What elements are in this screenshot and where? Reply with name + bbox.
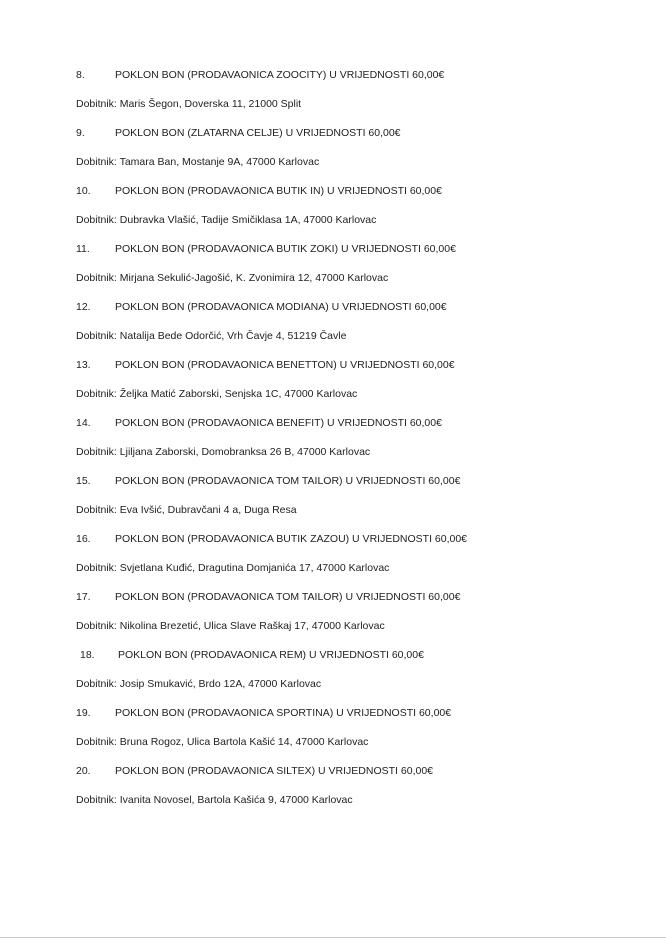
winner-line: Dobitnik: Dubravka Vlašić, Tadije Smičiklasa 1A, 47000 Karlovac (76, 214, 377, 226)
winner-line: Dobitnik: Željka Matić Zaborski, Senjska 1C, 47000 Karlovac (76, 388, 358, 400)
prize-description: POKLON BON (PRODAVAONICA BUTIK ZOKI) U VRIJEDNOSTI 60,00€ (115, 243, 456, 255)
prize-description: POKLON BON (PRODAVAONICA SILTEX) U VRIJEDNOSTI 60,00€ (115, 765, 433, 777)
prize-description: POKLON BON (PRODAVAONICA MODIANA) U VRIJEDNOSTI 60,00€ (115, 301, 447, 313)
prize-description: POKLON BON (PRODAVAONICA BENEFIT) U VRIJEDNOSTI 60,00€ (115, 417, 442, 429)
winner-line: Dobitnik: Mirjana Sekulić-Jagošić, K. Zvonimira 12, 47000 Karlovac (76, 272, 389, 284)
winner-line: Dobitnik: Nikolina Brezetić, Ulica Slave Raškaj 17, 47000 Karlovac (76, 620, 385, 632)
list-item (0, 646, 666, 704)
prize-number: 18. (80, 649, 95, 661)
list-item (0, 124, 666, 182)
prize-description: POKLON BON (PRODAVAONICA BENETTON) U VRIJEDNOSTI 60,00€ (115, 359, 455, 371)
winner-line: Dobitnik: Ivanita Novosel, Bartola Kašića 9, 47000 Karlovac (76, 794, 353, 806)
list-item (0, 588, 666, 646)
prize-number: 14. (76, 417, 91, 429)
prize-description: POKLON BON (PRODAVAONICA SPORTINA) U VRIJEDNOSTI 60,00€ (115, 707, 452, 719)
prize-number: 19. (76, 707, 91, 719)
winner-line: Dobitnik: Svjetlana Kuđić, Dragutina Domjanića 17, 47000 Karlovac (76, 562, 390, 574)
prize-description: POKLON BON (PRODAVAONICA TOM TAILOR) U VRIJEDNOSTI 60,00€ (115, 475, 461, 487)
prize-description: POKLON BON (PRODAVAONICA ZOOCITY) U VRIJEDNOSTI 60,00€ (115, 69, 445, 81)
winner-line: Dobitnik: Bruna Rogoz, Ulica Bartola Kašić 14, 47000 Karlovac (76, 736, 369, 748)
prize-number: 8. (76, 69, 85, 81)
prize-number: 12. (76, 301, 91, 313)
list-item (0, 472, 666, 530)
prize-number: 20. (76, 765, 91, 777)
prize-number: 9. (76, 127, 85, 139)
prize-description: POKLON BON (ZLATARNA CELJE) U VRIJEDNOSTI 60,00€ (115, 127, 401, 139)
winner-line: Dobitnik: Maris Šegon, Doverska 11, 21000 Split (76, 98, 302, 110)
winner-line: Dobitnik: Ljiljana Zaborski, Domobranksa 26 B, 47000 Karlovac (76, 446, 371, 458)
list-item (0, 182, 666, 240)
list-item (0, 762, 666, 820)
list-item (0, 414, 666, 472)
list-item (0, 66, 666, 124)
winner-line: Dobitnik: Tamara Ban, Mostanje 9A, 47000 Karlovac (76, 156, 320, 168)
prize-description: POKLON BON (PRODAVAONICA REM) U VRIJEDNOSTI 60,00€ (118, 649, 424, 661)
prize-description: POKLON BON (PRODAVAONICA TOM TAILOR) U VRIJEDNOSTI 60,00€ (115, 591, 461, 603)
winner-line: Dobitnik: Josip Smukavić, Brdo 12A, 47000 Karlovac (76, 678, 322, 690)
prize-number: 10. (76, 185, 91, 197)
list-item (0, 240, 666, 298)
list-item (0, 298, 666, 356)
prize-description: POKLON BON (PRODAVAONICA BUTIK IN) U VRIJEDNOSTI 60,00€ (115, 185, 442, 197)
winner-line: Dobitnik: Natalija Bede Odorčić, Vrh Čavje 4, 51219 Čavle (76, 330, 347, 342)
prize-number: 15. (76, 475, 91, 487)
list-item (0, 704, 666, 762)
list-item (0, 530, 666, 588)
prize-number: 13. (76, 359, 91, 371)
prize-number: 11. (76, 243, 90, 255)
prize-number: 17. (76, 591, 91, 603)
page-bottom-divider (0, 937, 666, 938)
prize-number: 16. (76, 533, 91, 545)
winners-list (0, 66, 666, 820)
list-item (0, 356, 666, 414)
prize-description: POKLON BON (PRODAVAONICA BUTIK ZAZOU) U VRIJEDNOSTI 60,00€ (115, 533, 468, 545)
winner-line: Dobitnik: Eva Ivšić, Dubravčani 4 a, Duga Resa (76, 504, 297, 516)
